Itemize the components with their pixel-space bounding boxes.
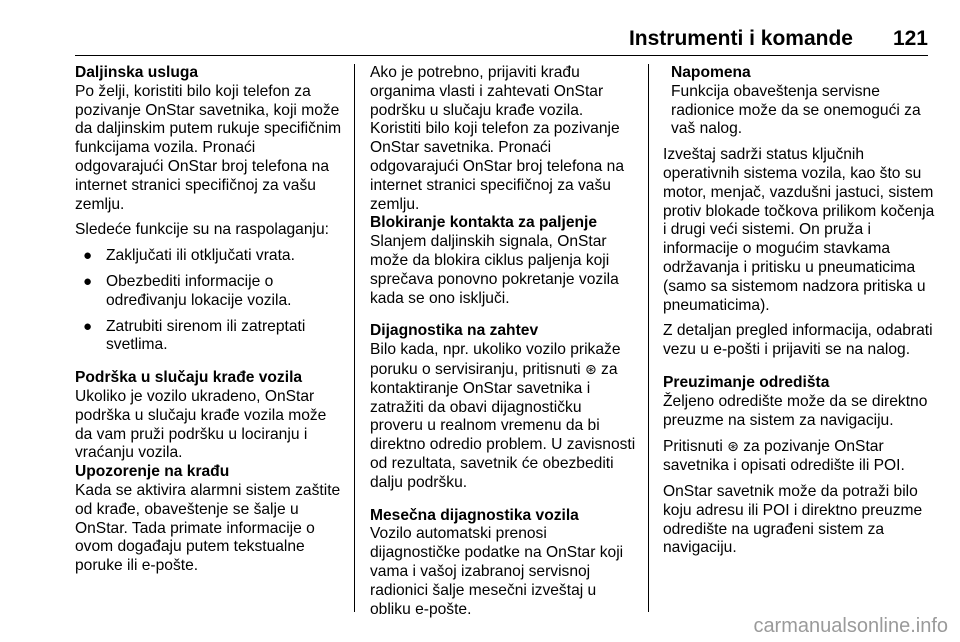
onstar-button-icon: ⊛ (584, 360, 597, 377)
paragraph: Sledeće funkcije su na raspolaganju: (75, 221, 329, 239)
heading-diagnostics-on-demand: Dijagnostika na zahtev (370, 322, 539, 340)
note-text: Funkcija obaveštenja servisne radionice može da se onemogući za vaš nalog. (671, 82, 921, 138)
note-title: Napomena (671, 64, 751, 81)
feature-list (75, 247, 343, 355)
onstar-button-icon: ⊛ (727, 438, 739, 455)
heading-destination-download: Preuzimanje odredišta (663, 373, 830, 391)
paragraph: Kada se aktivira alarmni sistem zaštite od krađe, obaveštenje se šalje u OnStar. Tada primate informacije o ovom događaju putem tekstualne poruke ili e-pošte. (75, 481, 341, 575)
paragraph: Pritisnuti ⊛ za pozivanje OnStar savetnika i opisati odredište ili POI. (663, 438, 905, 475)
list-item: ● Zaključati ili otključati vrata. (83, 247, 295, 265)
paragraph: OnStar savetnik može da potraži bilo koju adresu ili POI i direktno preuzme odredište na ugrađeni sistem za navigaciju. (663, 482, 923, 557)
list-item: ● Obezbediti informacije o određivanju lokacije vozila. (83, 272, 292, 309)
page-title: Instrumenti i komande (628, 27, 853, 50)
paragraph: Vozilo automatski prenosi dijagnostičke podatke na OnStar koji vama i vašoj izabranoj servisnoj radionici šalje mesečni izveštaj u obliku e-pošte. (370, 525, 624, 618)
paragraph: Z detaljan pregled informacija, odabrati vezu u e-pošti i prijaviti se na nalog. (663, 322, 933, 359)
heading-remote-service: Daljinska usluga (75, 64, 199, 81)
heading-theft-alert: Upozorenje na krađu (75, 463, 230, 481)
column-divider-1 (354, 64, 355, 612)
page-number: 121 (892, 27, 928, 50)
page-header (75, 24, 928, 54)
column-2 (370, 64, 638, 619)
bullet-icon: ● (83, 247, 93, 265)
heading-monthly-diagnostics: Mesečna dijagnostika vozila (370, 506, 579, 524)
bullet-icon: ● (83, 317, 93, 335)
paragraph: Izveštaj sadrži status ključnih operativnih sistema vozila, kao što su motor, menjač, vazdušni jastuci, sistem protiv blokade točkova prilikom kočenja i drugi veći sistemi. On pruža i informacije o mogućim stavkama održavanja i pritisku u pneumaticima (samo sa sistemom nadzora pritiska u pneumaticima). (663, 146, 935, 314)
bullet-icon: ● (83, 272, 93, 290)
heading-ignition-block: Blokiranje kontakta za paljenje (370, 214, 598, 232)
list-item: ● Zatrubiti sirenom ili zatreptati svetlima. (83, 317, 306, 354)
paragraph: Bilo kada, npr. ukoliko vozilo prikaže poruku o servisiranju, pritisnuti ⊛ za kontaktiranje OnStar savetnika i zatražiti da obavi dijagnostičku proveru u realnom vremenu da bi direktno odredio problem. U zavisnosti od rezultata, savetnik će obezbediti dalju podršku. (370, 341, 636, 491)
watermark: carmanualsonline.info (753, 615, 948, 637)
header-rule (75, 55, 928, 56)
paragraph: Željeno odredište može da se direktno preuzme na sistem za navigaciju. (663, 392, 928, 429)
column-3 (663, 64, 935, 558)
note-box (663, 64, 935, 139)
paragraph: Ako je potrebno, prijaviti krađu organima vlasti i zahtevati OnStar podršku u slučaju krađe vozila. Koristiti bilo koji telefon za pozivanje OnStar savetnika. Pronaći odgovarajući OnStar broj telefona na internet stranici specifičnoj za vašu zemlju. (370, 64, 624, 213)
column-divider-2 (648, 64, 649, 612)
heading-theft-support: Podrška u slučaju krađe vozila (75, 369, 303, 387)
column-1 (75, 64, 343, 576)
paragraph: Slanjem daljinskih signala, OnStar može da blokira ciklus paljenja koji sprečava ponovno pokretanje vozila kada se ono isključi. (370, 233, 619, 307)
paragraph: Po želji, koristiti bilo koji telefon za pozivanje OnStar savetnika, koji može da daljinskim putem rukuje specifičnim funkcijama vozila. Pronaći odgovarajući OnStar broj telefona na internet stranici specifičnoj za vašu zemlju. (75, 82, 342, 213)
paragraph: Ukoliko je vozilo ukradeno, OnStar podrška u slučaju krađe vozila može da vam pruži podršku u lociranju i vraćanju vozila. (75, 387, 327, 462)
